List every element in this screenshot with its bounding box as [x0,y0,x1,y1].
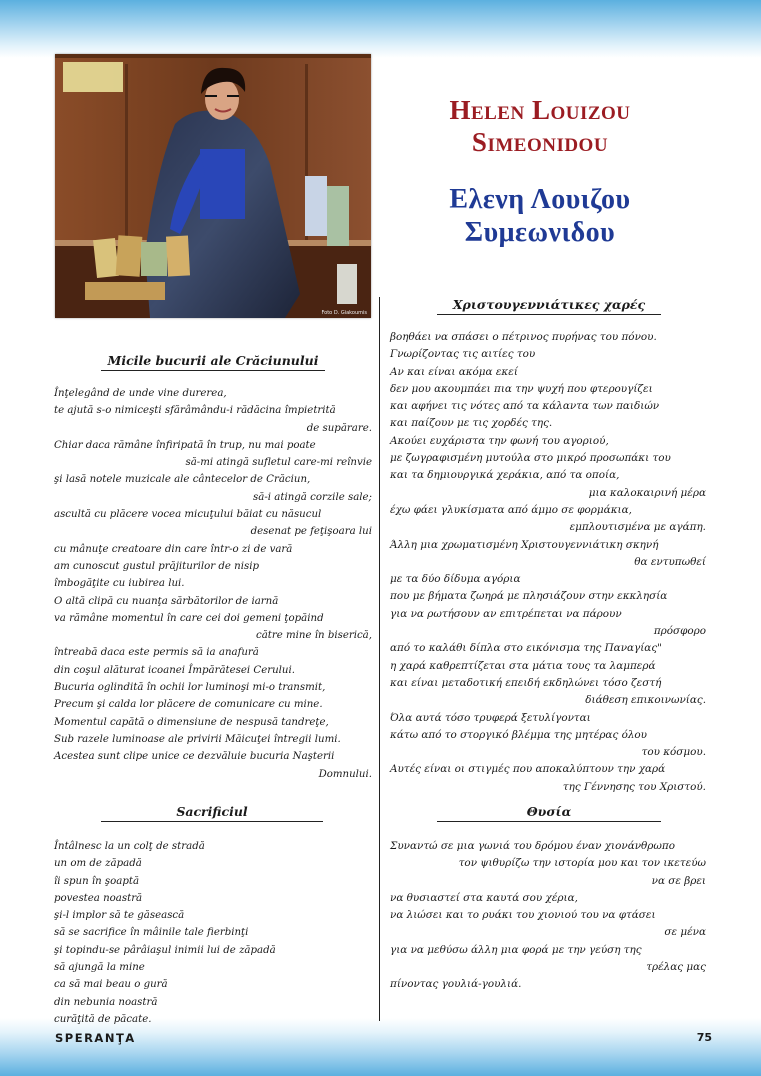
poem-line: din nebunia noastră [54,996,158,1008]
poem-line: Bucuria oglindită în ochii lor luminoşi mi-o transmit, [54,682,326,694]
poem-line: έχω φάει γλυκίσματα από άμμο σε φορμάκια, [390,503,632,516]
poem-line: και είναι μεταδοτική επειδή εκδηλώνει τόσο ζεστή [390,676,662,689]
poem-line: Momentul capătă o dimensiune de nespusă tandreţe, [54,716,329,728]
poem-line: Chiar daca rămâne înfiripată în trup, nu mai poate [54,439,316,451]
poem-line: και αφήνει τις νότες από τα κάλαντα των παιδιών [390,400,660,413]
photo-credit: Foto D. Giakoumis [321,310,367,316]
poem-line: τρέλας μας [646,961,706,974]
poem-line: şi-l implor să te găsească [54,910,185,922]
poem-line: povestea noastră [54,892,143,904]
poem-greek-2 [390,838,706,994]
poem-title-romanian-1: Micile bucurii ale Crăciunului [101,353,325,371]
author-name-greek-line1: Ελενη Λουιζου [449,184,631,215]
poem-line: να λιώσει και το ρυάκι του χιονιού του να φτάσει [390,909,656,922]
page-number: 75 [696,1031,712,1044]
magazine-name: SPERANŢA [55,1031,136,1045]
poem-line: για να ρωτήσουν αν επιτρέπεται να πάρουν [390,607,622,620]
poem-line: şi lasă notele muzicale ale cântecelor de Crăciun, [54,474,311,486]
poem-line: για να μεθύσω άλλη μια φορά με την γεύση της [390,943,642,956]
poem-line: να θυσιαστεί στα καυτά σου χέρια, [390,891,578,904]
poem-line: η χαρά καθρεπτίζεται στα μάτια τους τα λαμπερά [390,659,656,672]
poem-title-greek-2: Θυσία [437,804,661,822]
poem-line: εμπλουτισμένα με αγάπη. [569,521,706,534]
poem-line: Precum şi calda lor plăcere de comunicare cu mine. [54,699,323,711]
poem-line: să-i atingă corzile sale; [253,491,372,503]
poem-line: îi spun în şoaptă [54,875,140,887]
poem-title-greek-1: Χριστουγεννιάτικες χαρές [437,297,661,315]
poem-line: δεν μου ακουμπάει πια την ψυχή που φτερουγίζει [390,382,653,395]
poem-line: Αυτές είναι οι στιγμές που αποκαλύπτουν την χαρά [390,763,666,776]
poem-line: ascultă cu plăcere vocea micuţului băiat cu năsucul [54,509,322,521]
poem-line: Sub razele luminoase ale privirii Măicuţei întregii lumi. [54,733,341,745]
poem-line: διάθεση επικοινωνίας. [585,694,706,707]
poem-line: πρόσφορο [653,625,706,638]
top-gradient-band [0,0,761,58]
poem-greek-1 [390,329,706,796]
poem-line: Domnului. [318,768,372,780]
poem-line: va rămâne momentul în care cei doi gemeni ţopăind [54,612,324,624]
poem-line: un om de zăpadă [54,858,142,870]
poem-line: de supărare. [306,422,372,434]
poem-line: cu mânuţe creatoare din care într-o zi de vară [54,543,293,555]
poem-line: τον ψιθυρίζω την ιστορία μου και τον ικετεύω [458,857,706,870]
poem-line: και παίζουν με τις χορδές της. [390,417,553,430]
poem-line: Întâlnesc la un colţ de stradă [54,841,205,852]
poem-line: Γνωρίζοντας τις αιτίες του [390,348,536,361]
poem-line: που με βήματα ζωηρά με πλησιάζουν στην εκκλησία [390,590,668,603]
poem-line: θα εντυπωθεί [634,555,706,568]
poem-line: ca să mai beau o gură [54,979,168,991]
poem-line: Όλα αυτά τόσο τρυφερά ξετυλίγονται [390,711,591,724]
poem-line: am cunoscut gustul prăjiturilor de nisip [54,560,260,572]
poem-line: către mine în biserică, [256,630,372,642]
poem-line: βοηθάει να σπάσει ο πέτρινος πυρήνας του πόνου. [390,331,657,343]
author-name-greek-line2: Συμεωνιδου [464,217,616,248]
poem-line: του κόσμου. [641,746,706,759]
poem-line: κάτω από το στοργικό βλέμμα της μητέρας όλου [390,728,647,741]
poem-line: Ακούει ευχάριστα την φωνή του αγοριού, [390,434,609,447]
poem-line: şi topindu-se pârâiaşul inimii lui de zăpadă [54,944,276,956]
poem-romanian-1 [54,385,372,783]
author-name-latin-line2: Simeonidou [471,127,609,157]
poem-line: από το καλάθι δίπλα στο εικόνισμα της Παναγίας" [390,642,662,655]
poem-line: Άλλη μια χρωματισμένη Χριστουγεννιάτικη σκηνή [390,538,659,551]
author-photo [55,54,371,318]
poem-line: Συναντώ σε μια γωνιά του δρόμου έναν χιονάνθρωπο [390,840,675,852]
column-divider [379,297,380,1021]
poem-title-romanian-2: Sacrificiul [101,804,323,822]
poem-line: Acestea sunt clipe unice ce dezvăluie bucuria Naşterii [54,751,335,763]
poem-romanian-2 [54,838,372,1028]
poem-line: desenat pe feţişoara lui [250,526,372,538]
poem-line: îmbogăţite cu iubirea lui. [54,578,185,590]
poem-line: să ajungă la mine [54,962,145,974]
poem-line: Înţelegând de unde vine durerea, [54,388,227,399]
poem-line: σε μένα [664,926,706,939]
poem-line: να σε βρει [651,874,706,887]
poem-line: πίνοντας γουλιά-γουλιά. [390,978,522,991]
poem-line: με τα δύο δίδυμα αγόρια [390,573,521,586]
poem-line: Αν και είναι ακόμα εκεί [390,365,518,378]
author-name-latin-line1: Helen Louizou [449,95,631,125]
poem-line: μια καλοκαιρινή μέρα [588,486,706,499]
poem-line: să se sacrifice în mâinile tale fierbinţi [54,927,249,939]
poem-line: O altă clipă cu nuanţa sărbătorilor de iarnă [54,595,279,607]
poem-line: curăţită de păcate. [54,1013,152,1025]
poem-line: με ζωγραφισμένη μυτούλα στο μικρό προσωπάκι του [390,452,671,465]
poem-line: din coşul alăturat icoanei Împărătesei Cerului. [54,664,295,676]
poem-line: te ajută s-o nimiceşti sfărâmându-i rădăcina împietrită [54,405,336,417]
poem-line: της Γέννησης του Χριστού. [562,780,706,793]
poem-line: să-mi atingă sufletul care-mi reînvie [185,457,372,469]
poem-line: και τα δημιουργικά χεράκια, από τα οποία, [390,469,620,482]
poem-line: întreabă daca este permis să ia anafură [54,647,259,659]
author-photo-image [55,54,371,318]
